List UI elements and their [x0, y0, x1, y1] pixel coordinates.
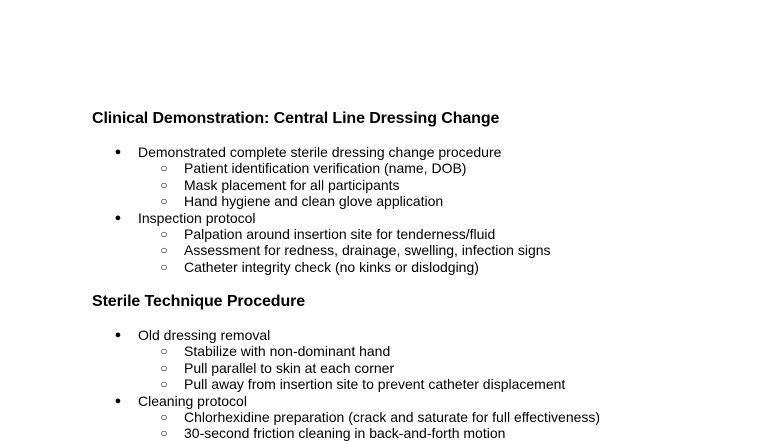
sub-list-item-text: Assessment for redness, drainage, swelling, infection signs	[184, 242, 551, 259]
hollow-bullet-icon: ○	[160, 161, 168, 176]
sub-list-item-text: Catheter integrity check (no kinks or dislodging)	[184, 258, 479, 275]
hollow-bullet-icon: ○	[160, 377, 168, 392]
sub-list-item-text: Hand hygiene and clean glove application	[184, 193, 444, 210]
list-item-text: Inspection protocol	[138, 209, 256, 226]
hollow-bullet-icon: ○	[160, 243, 168, 258]
section-heading-clinical-demonstration: Clinical Demonstration: Central Line Dressing Change	[92, 110, 500, 127]
filled-bullet-icon: ●	[114, 211, 122, 224]
hollow-bullet-icon: ○	[160, 177, 168, 192]
hollow-bullet-icon: ○	[160, 226, 168, 241]
sub-list-item-text: Mask placement for all participants	[184, 176, 400, 193]
section-heading-sterile-technique: Sterile Technique Procedure	[92, 293, 306, 310]
hollow-bullet-icon: ○	[160, 426, 168, 441]
filled-bullet-icon: ●	[114, 329, 122, 341]
filled-bullet-icon: ●	[114, 394, 122, 407]
hollow-bullet-icon: ○	[160, 344, 168, 359]
sub-list-item-text: Patient identification verification (name, DOB)	[184, 160, 467, 177]
list-item-text: Old dressing removal	[138, 327, 271, 343]
sub-list-item-text: Pull parallel to skin at each corner	[184, 359, 395, 376]
sub-list-item-text: Pull away from insertion site to prevent catheter displacement	[184, 376, 566, 393]
sub-list-item-text: Palpation around insertion site for tenderness/fluid	[184, 225, 496, 242]
hollow-bullet-icon: ○	[160, 360, 168, 375]
sub-list-item-text: Stabilize with non-dominant hand	[184, 343, 391, 360]
hollow-bullet-icon: ○	[160, 409, 168, 424]
hollow-bullet-icon: ○	[160, 259, 168, 274]
sub-list-item-text: 30-second friction cleaning in back-and-forth motion	[184, 425, 506, 441]
list-item-text: Demonstrated complete sterile dressing change procedure	[138, 144, 502, 160]
hollow-bullet-icon: ○	[160, 194, 168, 209]
filled-bullet-icon: ●	[114, 146, 122, 158]
list-item-text: Cleaning protocol	[138, 392, 247, 409]
sub-list-item-text: Chlorhexidine preparation (crack and saturate for full effectiveness)	[184, 408, 601, 425]
